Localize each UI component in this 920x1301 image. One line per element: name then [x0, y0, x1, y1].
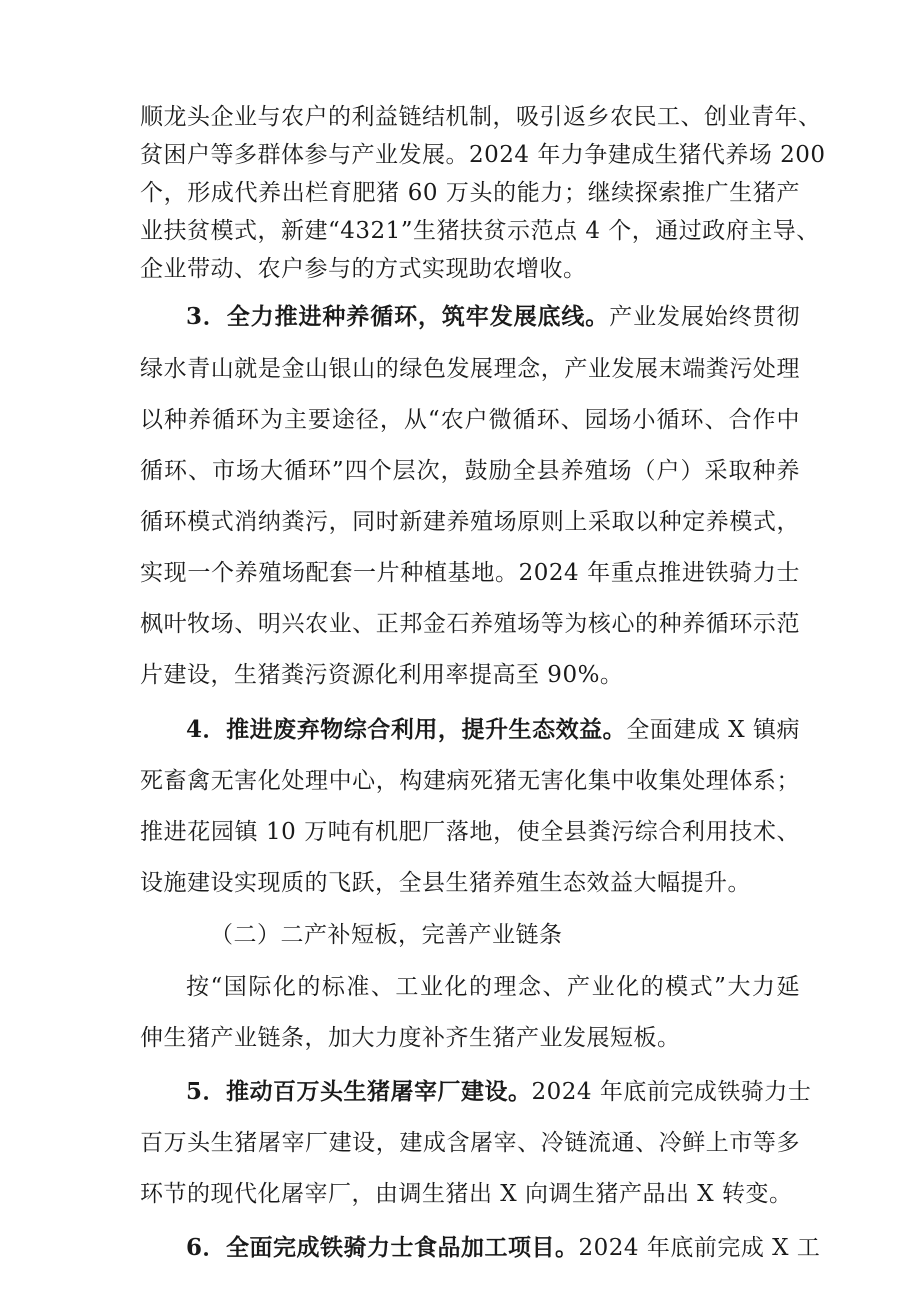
text-line: 顺龙头企业与农户的利益链结机制，吸引返乡农民工、创业青年、: [140, 104, 822, 130]
text-line: 推进花园镇 10 万吨有机肥厂落地，使全县粪污综合利用技术、: [140, 819, 800, 845]
text-line: 循环、市场大循环”四个层次，鼓励全县养殖场（户）采取种养: [140, 458, 800, 484]
text-line: 业扶贫模式，新建“4321”生猪扶贫示范点 4 个，通过政府主导、: [140, 218, 820, 244]
text-line: 以种养循环为主要途径，从“农户微循环、园场小循环、合作中: [140, 407, 800, 433]
text-line: 按“国际化的标准、工业化的理念、产业化的模式”大力延: [186, 974, 800, 1000]
paragraph-text: 全面建成 X 镇病: [626, 717, 800, 743]
text-line: 死畜禽无害化处理中心，构建病死猪无害化集中收集处理体系；: [140, 768, 800, 794]
text-line: 环节的现代化屠宰厂，由调生猪出 X 向调生猪产品出 X 转变。: [140, 1181, 793, 1207]
paragraph-heading: 6．全面完成铁骑力士食品加工项目。: [186, 1234, 579, 1261]
text-line: 企业带动、农户参与的方式实现助农增收。: [140, 256, 587, 282]
text-line: 百万头生猪屠宰厂建设，建成含屠宰、冷链流通、冷鲜上市等多: [140, 1130, 800, 1156]
paragraph-text: 2024 年底前完成 X 工: [578, 1235, 821, 1261]
text-line: 绿水青山就是金山银山的绿色发展理念，产业发展末端粪污处理: [140, 356, 800, 382]
text-line: 片建设，生猪粪污资源化利用率提高至 90%。: [140, 662, 624, 688]
text-line: 循环模式消纳粪污，同时新建养殖场原则上采取以种定养模式，: [140, 509, 800, 535]
paragraph-heading: 4．推进废弃物综合利用，提升生态效益。: [186, 716, 627, 743]
text-line: 设施建设实现质的飞跃，全县生猪养殖生态效益大幅提升。: [140, 870, 751, 896]
paragraph-first-line: [186, 715, 800, 745]
paragraph-first-line: [186, 302, 800, 332]
paragraph-first-line: [186, 1077, 812, 1107]
text-line: 枫叶牧场、明兴农业、正邦金石养殖场等为核心的种养循环示范: [140, 611, 800, 637]
paragraph-text: 2024 年底前完成铁骑力士: [531, 1079, 812, 1105]
text-line: 贫困户等多群体参与产业发展。2024 年力争建成生猪代养场 200: [140, 142, 826, 168]
paragraph-text: 产业发展始终贯彻: [609, 304, 800, 330]
text-line: 个，形成代养出栏育肥猪 60 万头的能力；继续探索推广生猪产: [140, 180, 800, 206]
text-line: 伸生猪产业链条，加大力度补齐生猪产业发展短板。: [140, 1025, 681, 1051]
text-line: 实现一个养殖场配套一片种植基地。2024 年重点推进铁骑力士: [140, 560, 800, 586]
paragraph-first-line: [186, 1233, 821, 1263]
section-subheading: （二）二产补短板，完善产业链条: [210, 922, 563, 948]
paragraph-heading: 3．全力推进种养循环，筑牢发展底线。: [186, 303, 610, 330]
paragraph-heading: 5．推动百万头生猪屠宰厂建设。: [186, 1078, 532, 1105]
